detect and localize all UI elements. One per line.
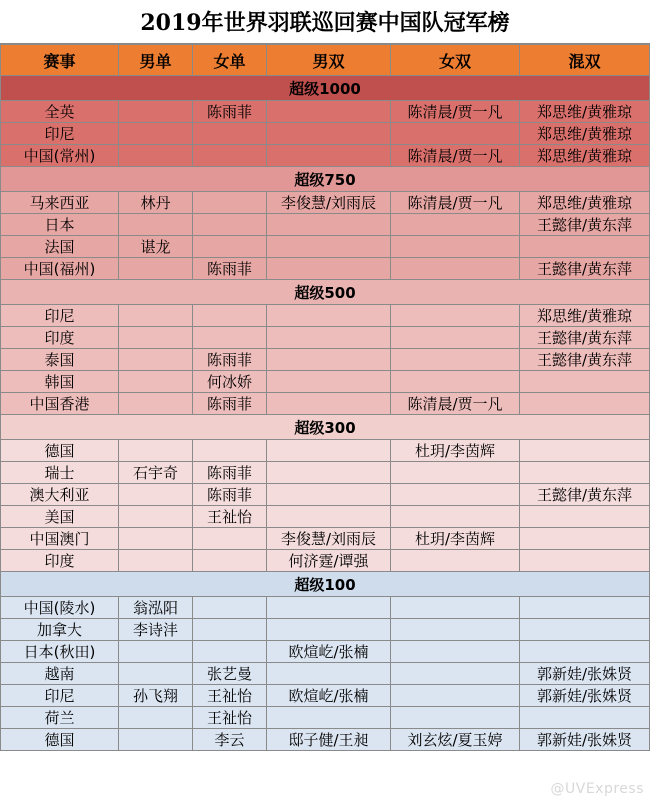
table-row xyxy=(1,236,650,258)
cell-event: 中国香港 xyxy=(1,393,119,415)
cell-womens-doubles xyxy=(391,707,520,729)
cell-mixed-doubles: 王懿律/黄东萍 xyxy=(520,349,650,371)
cell-mens-doubles xyxy=(267,236,391,258)
cell-mens-singles xyxy=(119,101,193,123)
cell-event: 印度 xyxy=(1,550,119,572)
table-row xyxy=(1,506,650,528)
cell-womens-singles xyxy=(193,619,267,641)
header-row xyxy=(1,45,650,76)
cell-event: 德国 xyxy=(1,440,119,462)
cell-mens-doubles xyxy=(267,327,391,349)
section-label: 超级750 xyxy=(1,167,650,192)
cell-mens-doubles xyxy=(267,123,391,145)
cell-mens-singles xyxy=(119,349,193,371)
cell-womens-singles: 陈雨菲 xyxy=(193,484,267,506)
cell-womens-doubles xyxy=(391,506,520,528)
cell-event: 美国 xyxy=(1,506,119,528)
cell-mixed-doubles xyxy=(520,707,650,729)
cell-womens-doubles xyxy=(391,214,520,236)
cell-womens-doubles xyxy=(391,484,520,506)
section-label: 超级500 xyxy=(1,280,650,305)
cell-mens-doubles xyxy=(267,305,391,327)
cell-mixed-doubles xyxy=(520,371,650,393)
cell-womens-singles xyxy=(193,550,267,572)
table-row xyxy=(1,327,650,349)
cell-womens-singles xyxy=(193,305,267,327)
cell-womens-doubles: 陈清晨/贾一凡 xyxy=(391,101,520,123)
cell-event: 德国 xyxy=(1,729,119,751)
section-header-row xyxy=(1,572,650,597)
cell-mens-doubles xyxy=(267,214,391,236)
cell-mens-singles xyxy=(119,506,193,528)
cell-mens-singles: 李诗沣 xyxy=(119,619,193,641)
cell-mens-singles xyxy=(119,327,193,349)
cell-mens-doubles xyxy=(267,484,391,506)
header-cell-mixed-doubles: 混双 xyxy=(520,45,650,76)
cell-mens-doubles xyxy=(267,258,391,280)
cell-mens-singles xyxy=(119,145,193,167)
cell-mens-singles xyxy=(119,305,193,327)
cell-mixed-doubles: 王懿律/黄东萍 xyxy=(520,327,650,349)
cell-womens-doubles xyxy=(391,258,520,280)
cell-mens-singles xyxy=(119,214,193,236)
cell-mens-doubles xyxy=(267,393,391,415)
section-header-row xyxy=(1,280,650,305)
cell-mens-singles xyxy=(119,550,193,572)
cell-mens-singles: 林丹 xyxy=(119,192,193,214)
section-label: 超级1000 xyxy=(1,76,650,101)
cell-mixed-doubles: 郑思维/黄雅琼 xyxy=(520,101,650,123)
cell-event: 中国(常州) xyxy=(1,145,119,167)
cell-mens-doubles xyxy=(267,506,391,528)
cell-mens-doubles xyxy=(267,371,391,393)
cell-womens-doubles xyxy=(391,641,520,663)
cell-mens-doubles xyxy=(267,663,391,685)
cell-event: 日本 xyxy=(1,214,119,236)
cell-mens-doubles: 何济霆/谭强 xyxy=(267,550,391,572)
page-title: 2019年世界羽联巡回赛中国队冠军榜 xyxy=(0,0,650,44)
section-header-row xyxy=(1,415,650,440)
cell-womens-singles xyxy=(193,528,267,550)
cell-mixed-doubles xyxy=(520,506,650,528)
cell-mens-doubles xyxy=(267,462,391,484)
cell-mixed-doubles: 王懿律/黄东萍 xyxy=(520,258,650,280)
cell-mens-doubles xyxy=(267,707,391,729)
cell-mixed-doubles: 郭新娃/张姝贤 xyxy=(520,663,650,685)
table-row xyxy=(1,663,650,685)
cell-womens-singles: 陈雨菲 xyxy=(193,462,267,484)
cell-event: 全英 xyxy=(1,101,119,123)
cell-mens-singles xyxy=(119,528,193,550)
header-cell-mens-doubles: 男双 xyxy=(267,45,391,76)
table-row xyxy=(1,528,650,550)
cell-mixed-doubles: 王懿律/黄东萍 xyxy=(520,214,650,236)
cell-mixed-doubles xyxy=(520,550,650,572)
table-row xyxy=(1,550,650,572)
cell-mixed-doubles xyxy=(520,619,650,641)
cell-womens-singles: 王祉怡 xyxy=(193,707,267,729)
cell-womens-singles xyxy=(193,123,267,145)
cell-womens-singles: 王祉怡 xyxy=(193,506,267,528)
table-row xyxy=(1,597,650,619)
cell-mixed-doubles xyxy=(520,462,650,484)
cell-mens-singles: 孙飞翔 xyxy=(119,685,193,707)
cell-mens-singles xyxy=(119,258,193,280)
cell-event: 加拿大 xyxy=(1,619,119,641)
cell-womens-doubles: 刘玄炫/夏玉婷 xyxy=(391,729,520,751)
cell-mens-singles xyxy=(119,484,193,506)
champions-table xyxy=(0,44,650,751)
cell-womens-singles xyxy=(193,236,267,258)
cell-womens-singles: 陈雨菲 xyxy=(193,349,267,371)
cell-womens-doubles: 杜玥/李茵辉 xyxy=(391,528,520,550)
cell-mixed-doubles xyxy=(520,641,650,663)
table-row xyxy=(1,349,650,371)
cell-mens-singles: 石宇奇 xyxy=(119,462,193,484)
cell-event: 日本(秋田) xyxy=(1,641,119,663)
section-header-row xyxy=(1,167,650,192)
cell-womens-doubles xyxy=(391,123,520,145)
cell-womens-singles xyxy=(193,214,267,236)
cell-mixed-doubles xyxy=(520,440,650,462)
cell-womens-doubles xyxy=(391,619,520,641)
cell-mens-singles xyxy=(119,729,193,751)
cell-event: 马来西亚 xyxy=(1,192,119,214)
cell-womens-doubles: 陈清晨/贾一凡 xyxy=(391,393,520,415)
cell-event: 印度 xyxy=(1,327,119,349)
table-row xyxy=(1,707,650,729)
table-row xyxy=(1,619,650,641)
cell-mixed-doubles xyxy=(520,236,650,258)
cell-mens-doubles: 欧煊屹/张楠 xyxy=(267,685,391,707)
header-cell-mens-singles: 男单 xyxy=(119,45,193,76)
cell-womens-singles: 陈雨菲 xyxy=(193,101,267,123)
cell-womens-doubles xyxy=(391,327,520,349)
table-row xyxy=(1,101,650,123)
table-row xyxy=(1,440,650,462)
cell-womens-singles xyxy=(193,192,267,214)
cell-womens-singles: 张艺曼 xyxy=(193,663,267,685)
cell-mens-singles xyxy=(119,123,193,145)
cell-mens-doubles: 李俊慧/刘雨辰 xyxy=(267,528,391,550)
cell-event: 泰国 xyxy=(1,349,119,371)
cell-mens-doubles: 欧煊屹/张楠 xyxy=(267,641,391,663)
cell-womens-doubles xyxy=(391,597,520,619)
cell-womens-doubles: 杜玥/李茵辉 xyxy=(391,440,520,462)
cell-womens-doubles xyxy=(391,371,520,393)
cell-mixed-doubles: 郑思维/黄雅琼 xyxy=(520,305,650,327)
cell-womens-singles xyxy=(193,327,267,349)
table-row xyxy=(1,145,650,167)
cell-event: 法国 xyxy=(1,236,119,258)
cell-womens-doubles xyxy=(391,685,520,707)
cell-womens-doubles: 陈清晨/贾一凡 xyxy=(391,145,520,167)
cell-womens-singles xyxy=(193,597,267,619)
cell-womens-doubles xyxy=(391,236,520,258)
cell-womens-singles xyxy=(193,641,267,663)
cell-mixed-doubles: 郭新娃/张姝贤 xyxy=(520,729,650,751)
watermark: @UVExpress xyxy=(550,781,644,797)
table-row xyxy=(1,123,650,145)
cell-mens-singles xyxy=(119,641,193,663)
table-row xyxy=(1,462,650,484)
cell-womens-singles: 李云 xyxy=(193,729,267,751)
table-row xyxy=(1,305,650,327)
cell-womens-doubles xyxy=(391,550,520,572)
cell-womens-singles: 何冰娇 xyxy=(193,371,267,393)
table-row xyxy=(1,729,650,751)
section-label: 超级100 xyxy=(1,572,650,597)
cell-mens-doubles xyxy=(267,619,391,641)
cell-event: 印尼 xyxy=(1,123,119,145)
cell-event: 中国(陵水) xyxy=(1,597,119,619)
cell-mixed-doubles: 郭新娃/张姝贤 xyxy=(520,685,650,707)
cell-womens-doubles xyxy=(391,349,520,371)
cell-event: 韩国 xyxy=(1,371,119,393)
header-cell-womens-doubles: 女双 xyxy=(391,45,520,76)
cell-mens-singles xyxy=(119,393,193,415)
cell-womens-singles xyxy=(193,145,267,167)
header-cell-womens-singles: 女单 xyxy=(193,45,267,76)
cell-mixed-doubles xyxy=(520,393,650,415)
cell-event: 越南 xyxy=(1,663,119,685)
cell-womens-doubles xyxy=(391,462,520,484)
cell-womens-doubles: 陈清晨/贾一凡 xyxy=(391,192,520,214)
table-row xyxy=(1,484,650,506)
cell-mens-singles: 翁泓阳 xyxy=(119,597,193,619)
cell-womens-doubles xyxy=(391,305,520,327)
cell-mixed-doubles: 郑思维/黄雅琼 xyxy=(520,192,650,214)
section-header-row xyxy=(1,76,650,101)
cell-event: 瑞士 xyxy=(1,462,119,484)
cell-event: 印尼 xyxy=(1,305,119,327)
cell-event: 荷兰 xyxy=(1,707,119,729)
table-body xyxy=(1,76,650,751)
cell-mens-doubles xyxy=(267,597,391,619)
cell-event: 澳大利亚 xyxy=(1,484,119,506)
table-row xyxy=(1,258,650,280)
cell-mens-doubles: 李俊慧/刘雨辰 xyxy=(267,192,391,214)
cell-mixed-doubles: 郑思维/黄雅琼 xyxy=(520,145,650,167)
header-cell-event: 赛事 xyxy=(1,45,119,76)
cell-event: 印尼 xyxy=(1,685,119,707)
cell-mixed-doubles xyxy=(520,597,650,619)
cell-mens-doubles xyxy=(267,440,391,462)
table-row xyxy=(1,393,650,415)
cell-mens-singles xyxy=(119,663,193,685)
section-label: 超级300 xyxy=(1,415,650,440)
cell-mens-doubles xyxy=(267,101,391,123)
cell-mens-singles: 谌龙 xyxy=(119,236,193,258)
cell-womens-singles xyxy=(193,440,267,462)
table-row xyxy=(1,641,650,663)
cell-mixed-doubles: 郑思维/黄雅琼 xyxy=(520,123,650,145)
table-row xyxy=(1,685,650,707)
cell-mixed-doubles xyxy=(520,528,650,550)
cell-mens-doubles: 邸子健/王昶 xyxy=(267,729,391,751)
cell-mixed-doubles: 王懿律/黄东萍 xyxy=(520,484,650,506)
cell-womens-singles: 陈雨菲 xyxy=(193,393,267,415)
cell-womens-singles: 王祉怡 xyxy=(193,685,267,707)
cell-mens-singles xyxy=(119,707,193,729)
cell-event: 中国(福州) xyxy=(1,258,119,280)
cell-event: 中国澳门 xyxy=(1,528,119,550)
cell-womens-singles: 陈雨菲 xyxy=(193,258,267,280)
table-row xyxy=(1,214,650,236)
table-row xyxy=(1,371,650,393)
cell-mens-singles xyxy=(119,440,193,462)
table-row xyxy=(1,192,650,214)
cell-mens-doubles xyxy=(267,145,391,167)
cell-mens-doubles xyxy=(267,349,391,371)
cell-womens-doubles xyxy=(391,663,520,685)
cell-mens-singles xyxy=(119,371,193,393)
